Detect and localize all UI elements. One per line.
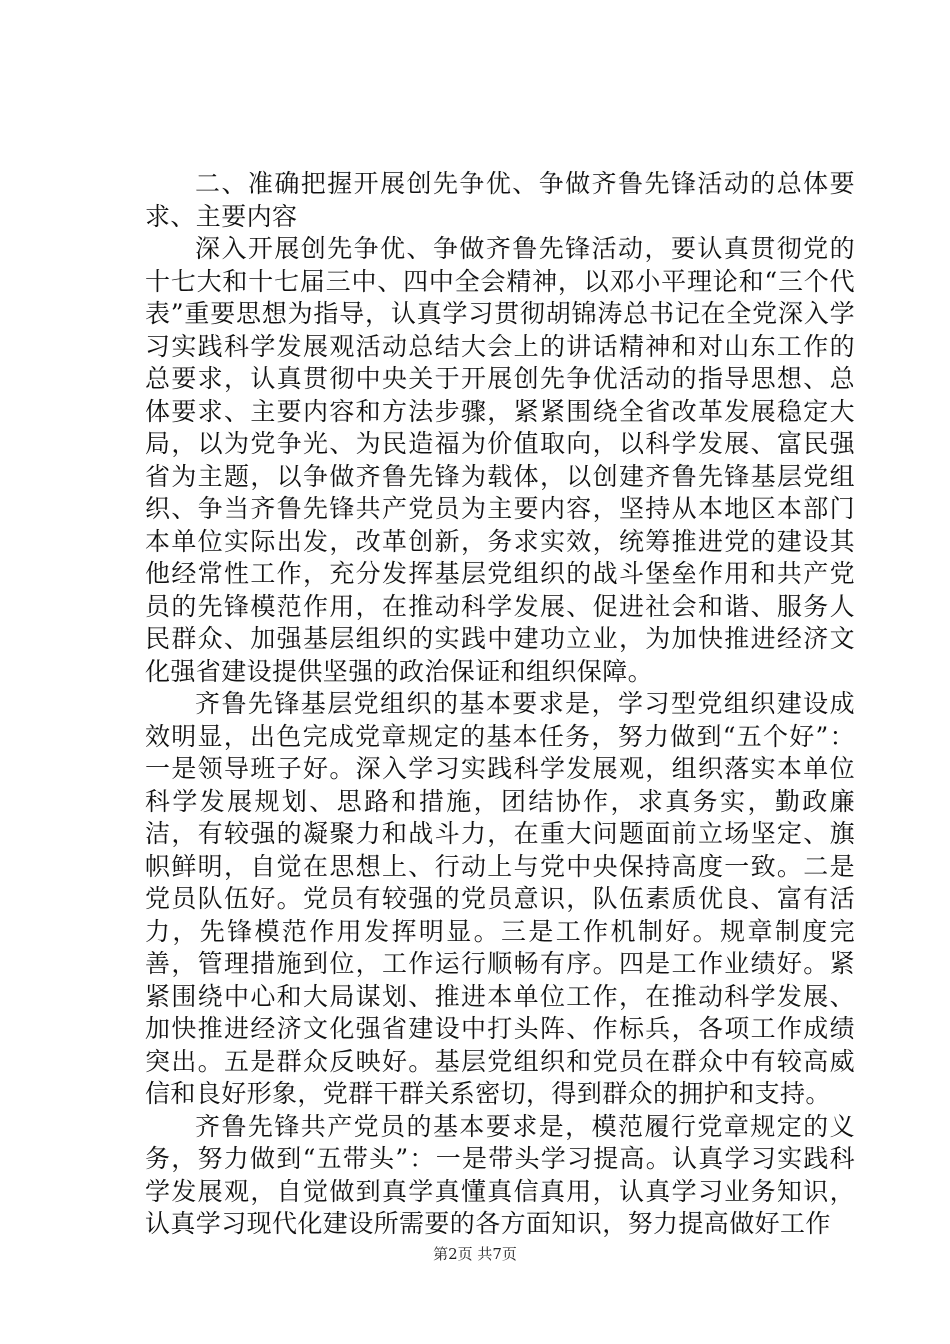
section-heading-paragraph: 二、准确把握开展创先争优、争做齐鲁先锋活动的总体要求、主要内容	[145, 169, 855, 231]
page-number-footer: 第2页 共7页	[433, 1245, 517, 1263]
body-paragraph-1: 深入开展创先争优、争做齐鲁先锋活动，要认真贯彻党的十七大和十七届三中、四中全会精神，以邓小平理论和“三个代表”重要思想为指导，认真学习贯彻胡锦涛总书记在全党深入学习实践科学发展观活动总结大会上的讲话精神和对山东工作的总要求，认真贯彻中央关于开展创先争优活动的指导思想、总体要求、主要内容和方法步骤，紧紧围绕全省改革发展稳定大局，以为党争光、为民造福为价值取向，以科学发展、富民强省为主题，以争做齐鲁先锋为载体，以创建齐鲁先锋基层党组织、争当齐鲁先锋共产党员为主要内容，坚持从本地区本部门本单位实际出发，改革创新，务求实效，统筹推进党的建设其他经常性工作，充分发挥基层党组织的战斗堡垒作用和共产党员的先锋模范作用，在推动科学发展、促进社会和谐、服务人民群众、加强基层组织的实践中建功立业，为加快推进经济文化强省建设提供坚强的政治保证和组织保障。	[145, 234, 855, 686]
body-paragraph-2: 齐鲁先锋基层党组织的基本要求是，学习型党组织建设成效明显，出色完成党章规定的基本任务，努力做到“五个好”：一是领导班子好。深入学习实践科学发展观，组织落实本单位科学发展规划、思路和措施，团结协作，求真务实，勤政廉洁，有较强的凝聚力和战斗力，在重大问题面前立场坚定、旗帜鲜明，自觉在思想上、行动上与党中央保持高度一致。二是党员队伍好。党员有较强的党员意识，队伍素质优良、富有活力，先锋模范作用发挥明显。三是工作机制好。规章制度完善，管理措施到位，工作运行顺畅有序。四是工作业绩好。紧紧围绕中心和大局谋划、推进本单位工作，在推动科学发展、加快推进经济文化强省建设中打头阵、作标兵，各项工作成绩突出。五是群众反映好。基层党组织和党员在群众中有较高威信和良好形象，党群干群关系密切，得到群众的拥护和支持。	[145, 689, 855, 1108]
body-paragraph-3: 齐鲁先锋共产党员的基本要求是，模范履行党章规定的义务，努力做到“五带头”：一是带头学习提高。认真学习实践科学发展观，自觉做到真学真懂真信真用，认真学习业务知识，认真学习现代化建设所需要的各方面知识，努力提高做好工作	[145, 1111, 855, 1238]
document-body	[145, 168, 855, 1241]
